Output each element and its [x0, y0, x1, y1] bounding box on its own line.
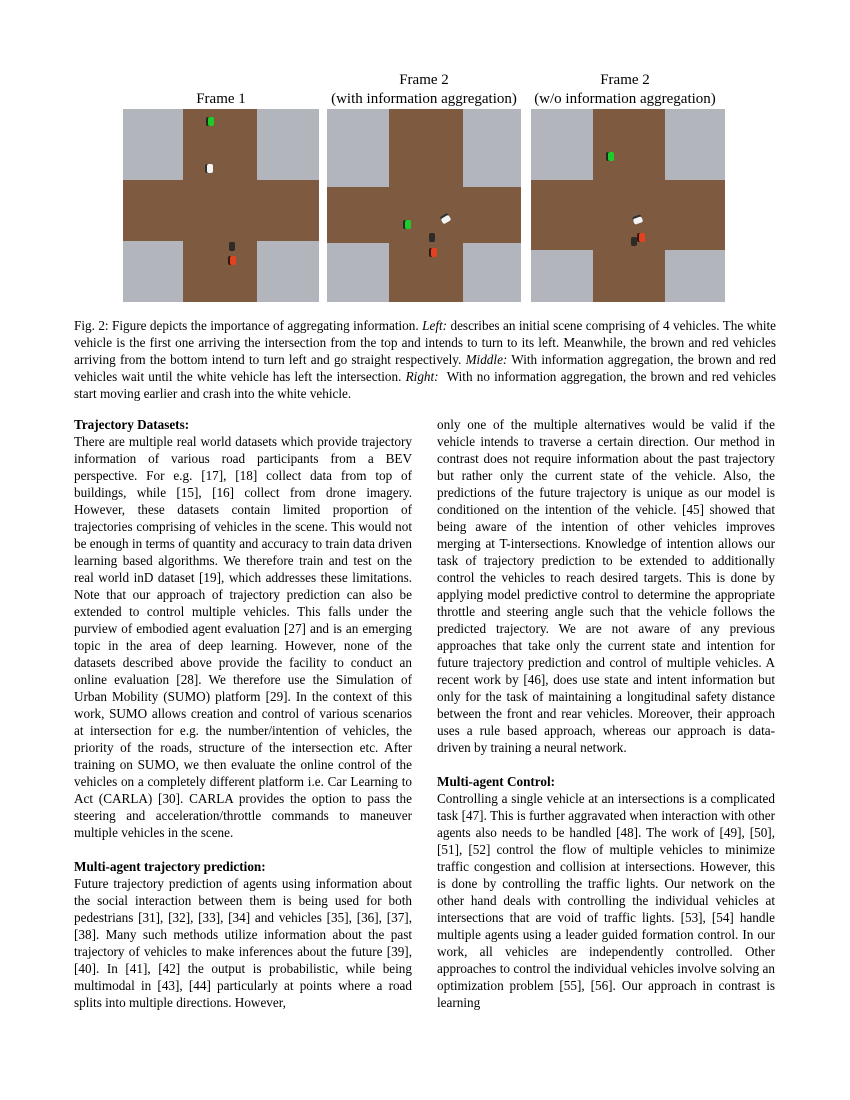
panel-label-frame1-line1 [123, 71, 319, 90]
caption-right-label: Right: [405, 369, 439, 384]
left-column [74, 416, 412, 1011]
red-vehicle [639, 233, 645, 242]
caption-prefix: Fig. 2: Figure depicts the importance of aggregating information. [74, 318, 423, 333]
figure-caption [74, 317, 780, 402]
brown-vehicle [631, 237, 637, 246]
panel-label-frame2-with [318, 71, 530, 109]
section-heading-multi-agent-trajectory-prediction: Multi-agent trajectory prediction: [74, 859, 266, 874]
road-horizontal [123, 180, 319, 241]
road-horizontal [327, 187, 521, 243]
green-vehicle [208, 117, 214, 126]
caption-right-text: With no information aggregation, the brown and red vehicles start moving earlier and crash into the white vehicle. [74, 369, 780, 401]
paragraph-multi-agent-control: Controlling a single vehicle at an intersections is a complicated task [47]. This is further aggravated when interaction with other agents also needs to be handled [48]. The work of [49], [50], [51], [52] control the flow of multiple vehicles to minimize traffic congestion and collision at intersections. However, this is done by controlling the traffic lights. Our network on the other hand deals with controlling the individual vehicles at intersections that are void of traffic lights. [53], [54] handle multiple agents using a leader guided formation control. In our work, all vehicles are independently controlled. Other approaches to control the individual vehicles involve solving an optimization problem [55], [56]. Our approach in contrast is learning [437, 791, 775, 1010]
paragraph-multi-agent-trajectory-prediction: Future trajectory prediction of agents using information about the social interaction between them is being used for both pedestrians [31], [32], [33], [34] and vehicles [35], [36], [37], [38]. Many such methods utilize information about the past trajectory of vehicles to make inferences about the future [39], [40]. In [41], [42] the output is probabilistic, while being multimodal in [43], [44] particularly at points where a road splits into multiple directions. However, [74, 876, 412, 1010]
panel-label-frame2-without [525, 71, 725, 109]
right-column [437, 416, 775, 1011]
panel-label-frame1 [123, 71, 319, 109]
panel-label-frame2-with-line2: (with information aggregation) [331, 91, 517, 107]
intersection-panel-frame1 [123, 109, 319, 302]
intersection-panel-frame2-without [531, 109, 725, 302]
panel-label-frame1-line2: Frame 1 [196, 91, 246, 107]
road-horizontal [531, 180, 725, 250]
red-vehicle [230, 256, 236, 265]
section-heading-multi-agent-control: Multi-agent Control: [437, 774, 556, 789]
section-heading-trajectory-datasets: Trajectory Datasets: [74, 417, 190, 432]
caption-left-text: describes an initial scene comprising of 4 vehicles. The white vehicle is the first one arriving the intersection from the top and intends to turn to its left. Meanwhile, the brown and red vehicles arriving from the bottom intend to turn left and go straight respectively. [74, 318, 776, 367]
panel-label-frame2-with-line1: Frame 2 [399, 72, 449, 88]
brown-vehicle [229, 242, 235, 251]
red-vehicle [431, 248, 437, 257]
brown-vehicle [429, 233, 435, 242]
green-vehicle [608, 152, 614, 161]
caption-left-label: Left: [422, 318, 448, 333]
panel-label-frame2-without-line1: Frame 2 [600, 72, 650, 88]
caption-middle-label: Middle: [465, 352, 508, 367]
white-vehicle [207, 164, 213, 173]
caption-middle-text: With information aggregation, the brown and red vehicles wait until the white vehicle has left the intersection. [74, 352, 777, 384]
paragraph-trajectory-datasets: There are multiple real world datasets which provide trajectory information of various road participants from a BEV perspective. For e.g. [17], [18] collect data from top of buildings, while [15], [16] collect from drone imagery. However, these datasets contain limited proportion of trajectories comprising of vehicles in the scene. This would not be enough in terms of quantity and accuracy to train data driven learning based algorithms. We therefore train and test on the real world inD dataset [19], which addresses these limitations. Note that our approach of trajectory prediction can also be extended to control multiple vehicles. This falls under the purview of embodied agent evaluation [27] and is an emerging topic in the area of deep learning. However, none of the datasets described above provide the facility to conduct an online evaluation [28]. We therefore use the Simulation of Urban Mobility (SUMO) platform [29]. In the context of this work, SUMO allows creation and control of various scenarios at intersection for e.g. the number/intention of vehicles, the priority of the roads, structure of the intersection etc. After training on SUMO, we then evaluate the online control of the vehicles on a completely different platform i.e. Car Learning to Act (CARLA) [30]. CARLA provides the option to pass the steering and acceleration/throttle commands to maneuver multiple vehicles in the scene. [74, 434, 412, 840]
green-vehicle [405, 220, 411, 229]
intersection-panel-frame2-with [327, 109, 521, 302]
panel-label-frame2-without-line2: (w/o information aggregation) [534, 91, 716, 107]
paragraph-continued: only one of the multiple alternatives would be valid if the vehicle intends to traverse a certain direction. Our method in contrast does not require information about the past trajectory but rather only the current state of the vehicle. Also, the predictions of the future trajectory is unique as our model is conditioned on the intention of the vehicle. [45] showed that being aware of the intention of other vehicles improves merging at T-intersections. Knowledge of intention allows our task of trajectory prediction to be extended to additionally control the vehicles to reach desired targets. This is done by applying model predictive control to determine the appropriate throttle and steering angle such that the vehicle follows the predicted trajectory. We are not aware of any previous approaches that take only the current state and intention for future trajectory prediction and control of multiple vehicles. A recent work by [46], does use state and intent information but only for the task of maintaining a longitudinal safety distance between the front and rear vehicles. Moreover, their approach uses a rule based approach, whereas our approach is data-driven by training a neural network. [437, 417, 775, 755]
